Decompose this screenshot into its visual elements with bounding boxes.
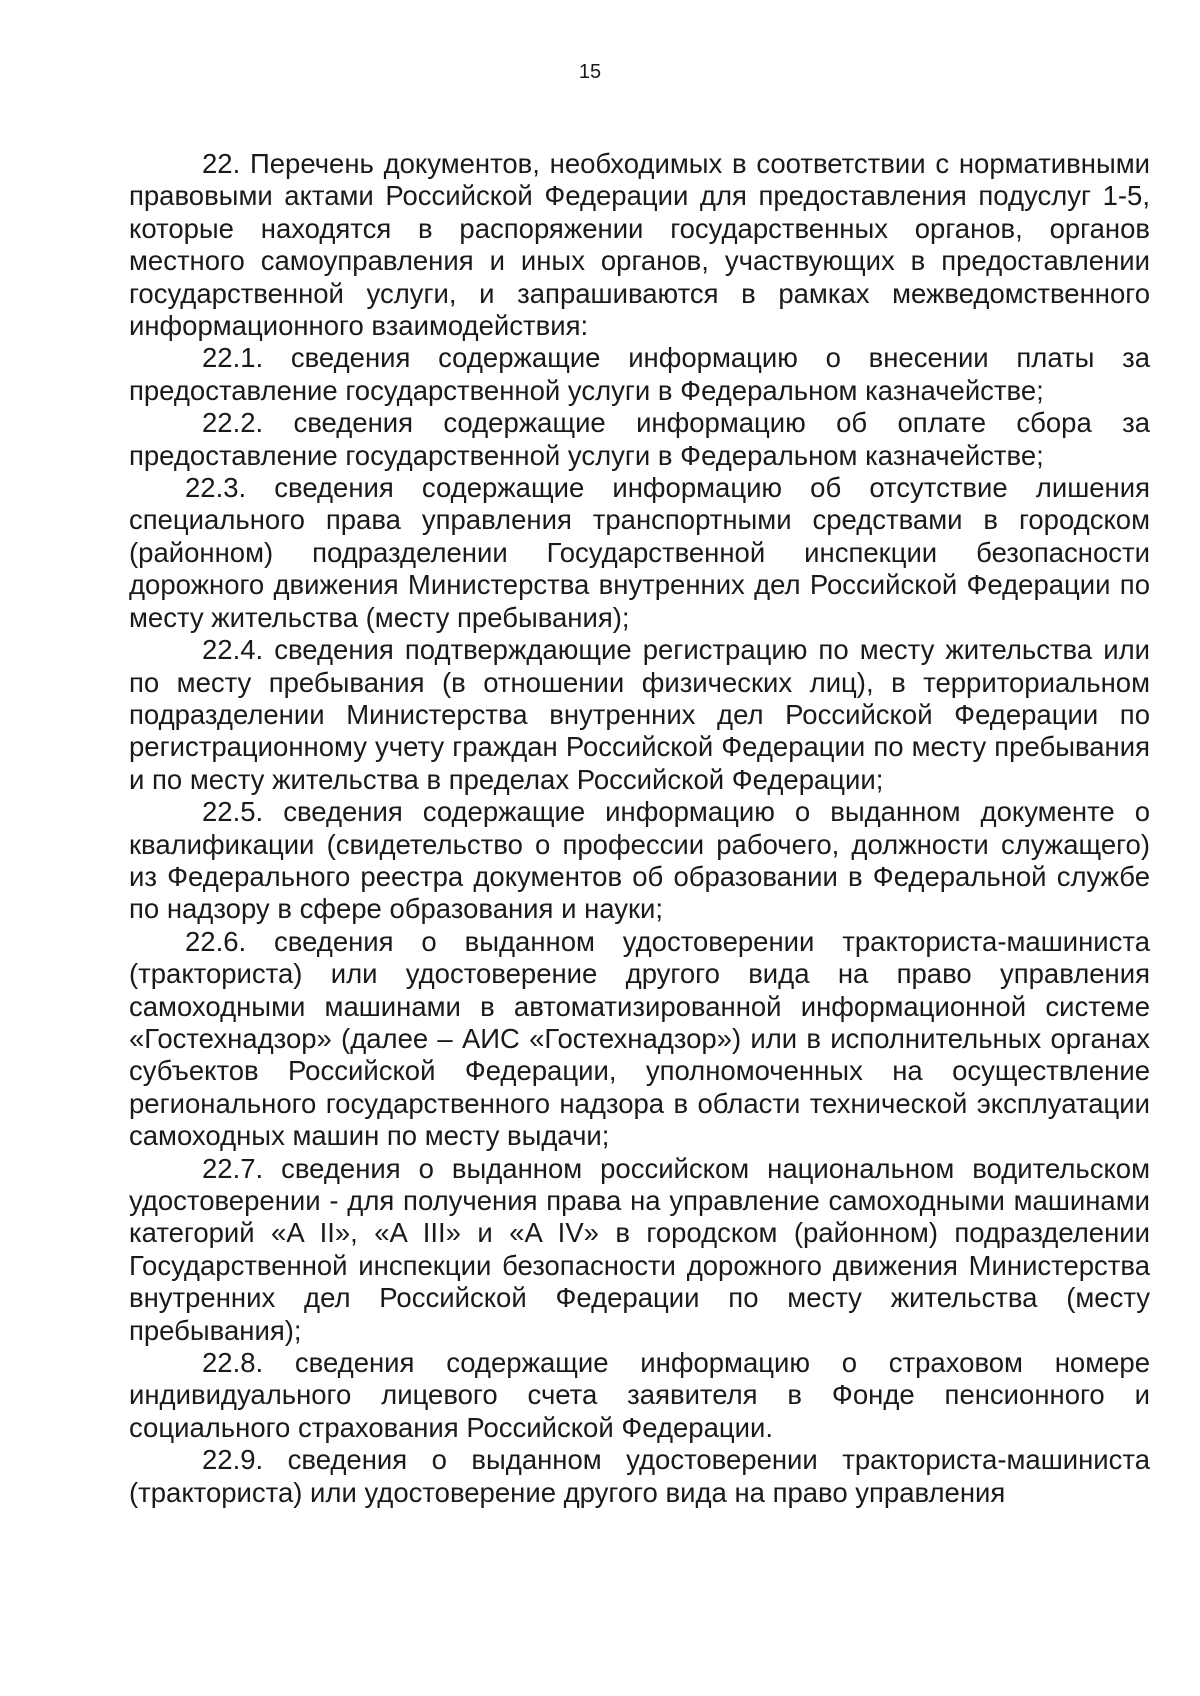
paragraph-22-7: 22.7. сведения о выданном российском национальном водительском удостоверении - для получения права на управление самоходными машинами категорий «A II», «A III» и «A IV» в городском (районном) подразделении Государственной инспекции безопасности дорожного движения Министерства внутренних дел Российской Федерации по месту жительства (месту пребывания); xyxy=(129,1152,1150,1346)
paragraph-22-6: 22.6. сведения о выданном удостоверении тракториста-машиниста (тракториста) или удостоверение другого вида на право управления самоходными машинами в автоматизированной информационной системе «Гостехнадзор» (далее – АИС «Гостехнадзор») или в исполнительных органах субъектов Российской Федерации, уполномоченных на осуществление регионального государственного надзора в области технической эксплуатации самоходных машин по месту выдачи; xyxy=(129,925,1150,1152)
paragraph-22-2: 22.2. сведения содержащие информацию об оплате сбора за предоставление государственной услуги в Федеральном казначействе; xyxy=(129,407,1150,471)
paragraph-22-3: 22.3. сведения содержащие информацию об отсутствие лишения специального права управления транспортными средствами в городском (районном) подразделении Государственной инспекции безопасности дорожного движения Министерства внутренних дел Российской Федерации по месту жительства (месту пребывания); xyxy=(129,472,1150,633)
paragraph-22-9: 22.9. сведения о выданном удостоверении тракториста-машиниста (тракториста) или удостоверение другого вида на право управления xyxy=(129,1444,1150,1508)
paragraph-22-1: 22.1. сведения содержащие информацию о внесении платы за предоставление государственной услуги в Федеральном казначействе; xyxy=(129,342,1150,406)
paragraph-22-8: 22.8. сведения содержащие информацию о страховом номере индивидуального лицевого счета заявителя в Фонде пенсионного и социального страхования Российской Федерации. xyxy=(129,1347,1150,1443)
paragraph-22: 22. Перечень документов, необходимых в соответствии с нормативными правовыми актами Российской Федерации для предоставления подуслуг 1-5, которые находятся в распоряжении государственных органов, органов местного самоуправления и иных органов, участвующих в предоставлении государственной услуги, и запрашиваются в рамках межведомственного информационного взаимодействия: xyxy=(129,148,1150,342)
document-body xyxy=(129,148,1150,1509)
paragraph-22-4: 22.4. сведения подтверждающие регистрацию по месту жительства или по месту пребывания (в отношении физических лиц), в территориальном подразделении Министерства внутренних дел Российской Федерации по регистрационному учету граждан Российской Федерации по месту пребывания и по месту жительства в пределах Российской Федерации; xyxy=(129,634,1150,795)
page-number: 15 xyxy=(578,61,602,83)
paragraph-22-5: 22.5. сведения содержащие информацию о выданном документе о квалификации (свидетельство о профессии рабочего, должности служащего) из Федерального реестра документов об образовании в Федеральной службе по надзору в сфере образования и науки; xyxy=(129,796,1150,925)
